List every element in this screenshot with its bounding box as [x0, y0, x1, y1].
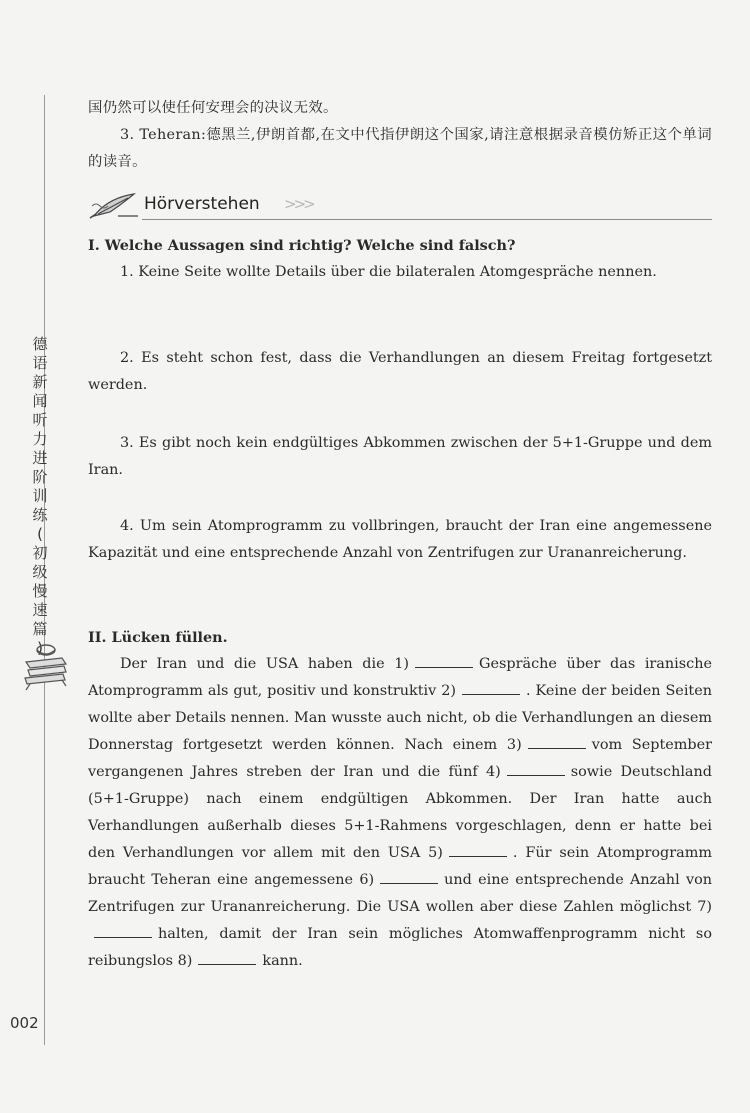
text-segment: und eine entsprechende Anzahl von Zentrifugen zur Urananreicherung. Die USA wollen aber diese Zahlen möglichst 7): [88, 872, 713, 915]
statement-4: 4. Um sein Atomprogramm zu vollbringen, braucht der Iran eine angemessene Kapazität und eine entsprechende Anzahl von Zentrifugen zur Urananreicherung.: [88, 518, 712, 561]
statement-3-block: [88, 430, 712, 484]
statement-2: 2. Es steht schon fest, dass die Verhandlungen an diesem Freitag fortgesetzt werden.: [88, 350, 712, 393]
text-segment: vom September vergangenen Jahres streben der Iran und die fünf 4): [88, 737, 712, 780]
gap-fill-text: [88, 651, 712, 975]
side-tab-char: 级: [32, 563, 48, 581]
part-2-heading: II. Lücken füllen.: [88, 629, 228, 646]
blank-5[interactable]: [449, 842, 507, 857]
blank-3[interactable]: [528, 734, 586, 749]
section-rule: [142, 219, 712, 220]
blank-2[interactable]: [462, 680, 520, 695]
blank-4[interactable]: [507, 761, 565, 776]
side-tab-char: 进: [32, 449, 48, 467]
side-tab-char: ): [37, 639, 43, 657]
side-tab-char: 训: [32, 487, 48, 505]
section-title: Hörverstehen: [144, 194, 260, 214]
side-tab-char: 力: [32, 430, 48, 448]
side-tab-char: 德: [32, 335, 48, 353]
books-icon: [22, 640, 70, 694]
statement-1: 1. Keine Seite wollte Details über die bilateralen Atomgespräche nennen.: [120, 264, 657, 280]
side-tab-char: 初: [32, 544, 48, 562]
text-segment: . Keine der beiden Seiten wollte aber Details nennen. Man wusste auch nicht, ob die Verhandlungen an diesem Donnerstag fortgesetzt werden können. Nach einem 3): [88, 683, 712, 753]
side-tab-char: 听: [32, 411, 48, 429]
side-tab-char: 阶: [32, 468, 48, 486]
section-header-hoerverstehen: [88, 188, 712, 226]
statement-3: 3. Es gibt noch kein endgültiges Abkommen zwischen der 5+1-Gruppe und dem Iran.: [88, 435, 712, 478]
side-tab-char: 篇: [32, 620, 48, 638]
blank-1[interactable]: [415, 653, 473, 668]
blank-6[interactable]: [380, 869, 438, 884]
statement-4-block: [88, 513, 712, 567]
statement-2-block: [88, 345, 712, 399]
side-tab-char: 闻: [32, 392, 48, 410]
note-continuation: 国仍然可以使任何安理会的决议无效。: [88, 100, 338, 116]
text-segment: . Für sein Atomprogramm braucht Teheran eine angemessene 6): [88, 845, 713, 888]
part-1-heading: I. Welche Aussagen sind richtig? Welche sind falsch?: [88, 237, 516, 254]
side-tab-char: (: [37, 525, 43, 543]
blank-8[interactable]: [198, 950, 256, 965]
text-segment: Der Iran und die USA haben die 1): [120, 656, 410, 672]
text-segment: Gespräche über das iranische Atomprogramm als gut, positiv und konstruktiv 2): [88, 656, 712, 699]
side-tab-char: 慢: [32, 582, 48, 600]
side-tab-char: 语: [32, 354, 48, 372]
side-tab-char: 新: [32, 373, 48, 391]
page-number: 002: [10, 1014, 39, 1032]
intro-notes: [88, 95, 712, 176]
side-tab-char: 练: [32, 506, 48, 524]
blank-7[interactable]: [94, 923, 152, 938]
part-2-gap-fill: [88, 624, 712, 975]
quill-pen-icon: [88, 190, 140, 222]
part-1-true-false: [88, 232, 712, 286]
chevrons-decoration: >>>: [284, 195, 313, 213]
side-tab-series-title: [30, 335, 50, 658]
text-segment: kann.: [262, 953, 303, 969]
side-tab-char: 速: [32, 601, 48, 619]
text-segment: halten, damit der Iran sein mögliches Atomwaffenprogramm nicht so reibungslos 8): [88, 926, 712, 969]
note-3-teheran: 3. Teheran:德黑兰,伊朗首都,在文中代指伊朗这个国家,请注意根据录音模仿矫正这个单词的读音。: [88, 127, 712, 170]
text-segment: sowie Deutschland (5+1-Gruppe) nach einem endgültigen Abkommen. Der Iran hatte auch Verhandlungen außerhalb dieses 5+1-Rahmens vorgeschlagen, denn er hatte bei den Verhandlungen vor allem mit den USA 5): [88, 764, 712, 861]
